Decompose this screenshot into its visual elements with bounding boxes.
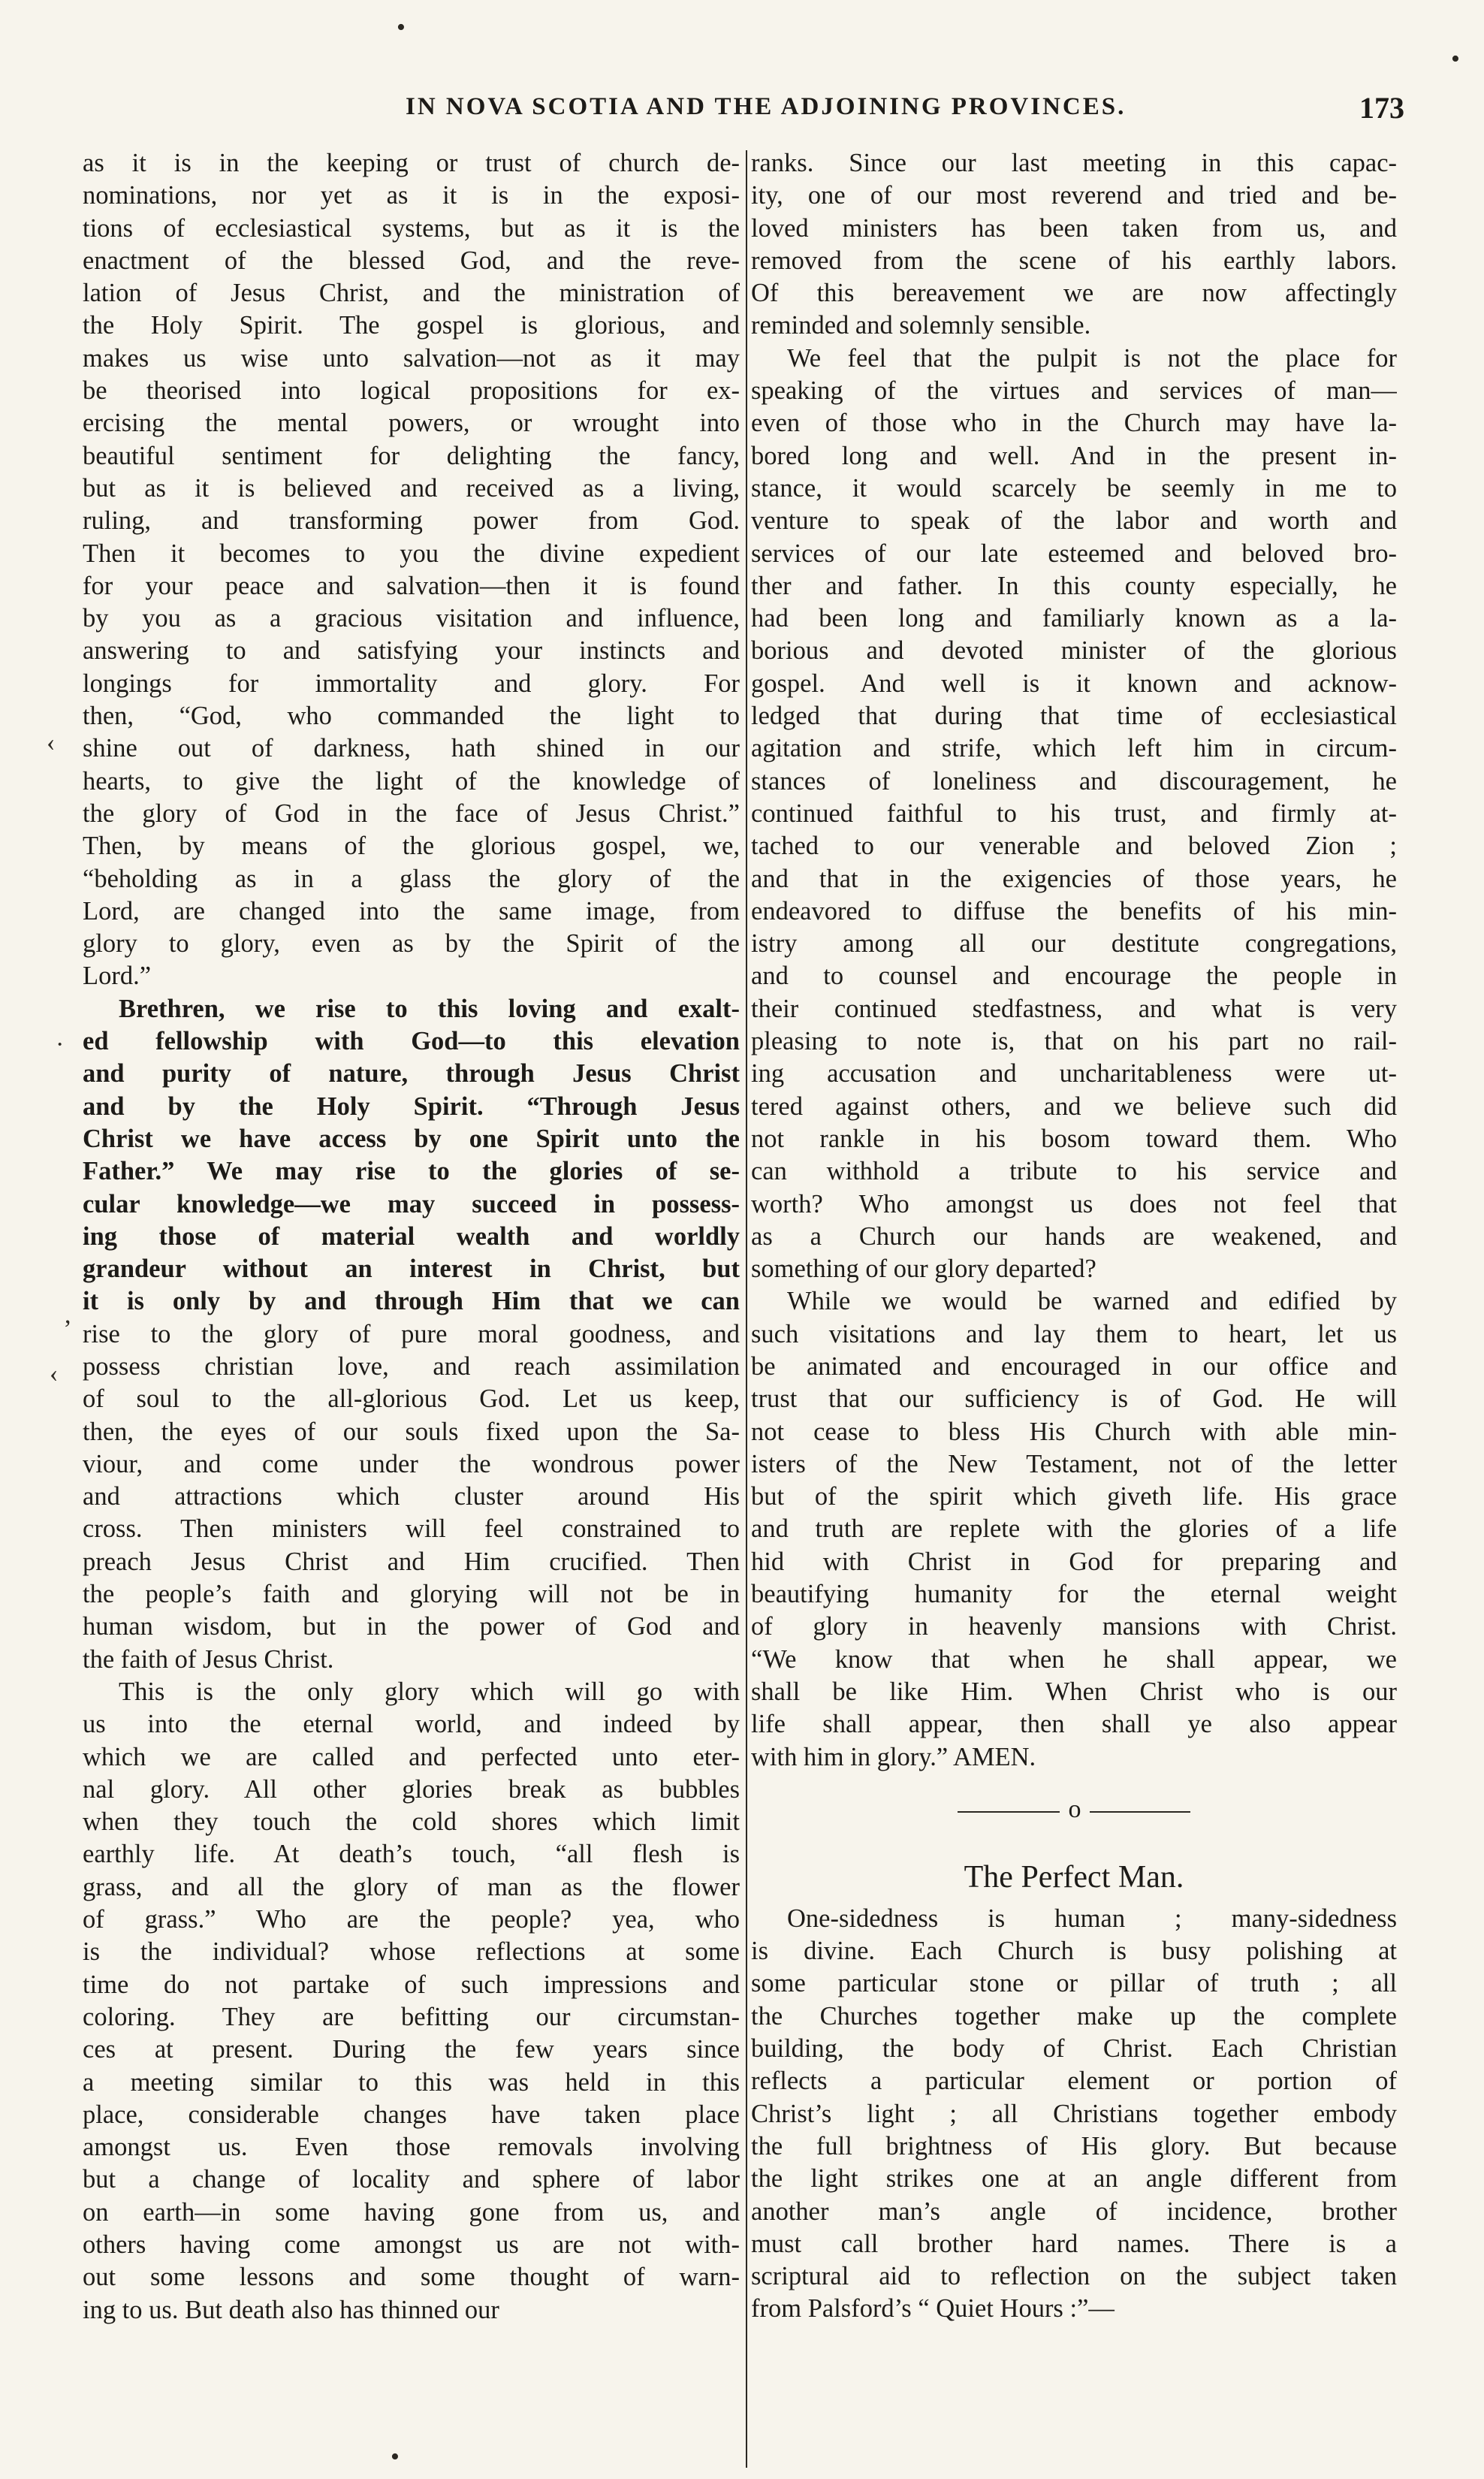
text-line: nominations, nor yet as it is in the exposi- — [83, 181, 740, 210]
text-line: a meeting similar to this was held in this — [83, 2067, 740, 2097]
text-line: another man’s angle of incidence, brother — [751, 2197, 1397, 2226]
text-line: borious and devoted minister of the glorious — [751, 636, 1397, 666]
text-line: and attractions which cluster around His — [83, 1482, 740, 1511]
text-line: not cease to bless His Church with able min- — [751, 1417, 1397, 1446]
text-line: shall be like Him. When Christ who is our — [751, 1677, 1397, 1706]
text-line: isters of the New Testament, not of the letter — [751, 1449, 1397, 1478]
text-line: others having come amongst us are not with- — [83, 2230, 740, 2259]
column-divider — [746, 150, 747, 2468]
text-line: Brethren, we rise to this loving and exalt- — [119, 994, 740, 1023]
text-line: “beholding as in a glass the glory of the — [83, 864, 740, 893]
text-line: One-sidedness is human ; many-sidedness — [787, 1904, 1397, 1933]
section-title: The Perfect Man. — [964, 1859, 1184, 1895]
text-line: be theorised into logical propositions for ex- — [83, 376, 740, 406]
text-line: reflects a particular element or portion of — [751, 2067, 1397, 2096]
text-line: agitation and strife, which left him in circum- — [751, 734, 1397, 763]
text-line: ces at present. During the few years since — [83, 2035, 740, 2064]
text-line: cular knowledge—we may succeed in possess- — [83, 1189, 740, 1218]
right-column-text-top — [751, 147, 1397, 1774]
text-line: as a Church our hands are weakened, and — [751, 1221, 1397, 1251]
text-line: but of the spirit which giveth life. His grace — [751, 1482, 1397, 1511]
ink-speck: ‹ — [50, 1360, 59, 1387]
ink-speck: · — [56, 1031, 65, 1058]
text-line: endeavored to diffuse the benefits of his min- — [751, 896, 1397, 925]
text-line: hearts, to give the light of the knowledge of — [83, 766, 740, 796]
separator-mark: o — [1060, 1793, 1090, 1825]
text-line: Of this bereavement we are now affectingly — [751, 279, 1397, 308]
text-line: then, the eyes of our souls fixed upon the Sa- — [83, 1417, 740, 1446]
text-line: even of those who in the Church may have la- — [751, 409, 1397, 438]
left-column — [83, 147, 740, 2327]
text-line: and purity of nature, through Jesus Christ — [83, 1059, 740, 1089]
text-line: preach Jesus Christ and Him crucified. Then — [83, 1547, 740, 1576]
text-line: tached to our venerable and beloved Zion ; — [751, 832, 1397, 861]
text-line: beautifying humanity for the eternal weight — [751, 1580, 1397, 1609]
text-line: shine out of darkness, hath shined in our — [83, 734, 740, 763]
text-line: cross. Then ministers will feel constrained to — [83, 1514, 740, 1544]
text-line: viour, and come under the wondrous power — [83, 1449, 740, 1478]
text-line: services of our late esteemed and beloved bro- — [751, 539, 1397, 568]
text-line: While we would be warned and edified by — [787, 1287, 1397, 1316]
text-line: had been long and familiarly known as a la- — [751, 604, 1397, 633]
text-line: place, considerable changes have taken place — [83, 2100, 740, 2129]
text-line: Then, by means of the glorious gospel, we, — [83, 832, 740, 861]
text-line: continued faithful to his trust, and firmly at- — [751, 799, 1397, 828]
page-number: 173 — [1359, 91, 1404, 125]
text-line: the light strikes one at an angle different from — [751, 2164, 1397, 2194]
text-line: us into the eternal world, and indeed by — [83, 1710, 740, 1739]
text-line: but as it is believed and received as a living, — [83, 473, 740, 503]
text-line: with him in glory.” AMEN. — [751, 1742, 1036, 1771]
text-line: rise to the glory of pure moral goodness, and — [83, 1319, 740, 1348]
text-line: ranks. Since our last meeting in this capac- — [751, 149, 1397, 177]
text-line: from Palsford’s “ Quiet Hours :”— — [751, 2294, 1115, 2323]
text-line: their continued stedfastness, and what is very — [751, 994, 1397, 1023]
text-line: building, the body of Christ. Each Christian — [751, 2034, 1397, 2064]
text-line: Lord.” — [83, 962, 152, 991]
text-line: some particular stone or pillar of truth ; all — [751, 1969, 1397, 1998]
page-header — [0, 93, 1484, 138]
text-line: ercising the mental powers, or wrought into — [83, 409, 740, 438]
ink-speck: ‹ — [47, 729, 56, 756]
text-line: hid with Christ in God for preparing and — [751, 1547, 1397, 1576]
text-line: scriptural aid to reflection on the subject taken — [751, 2262, 1397, 2291]
ink-speck: • — [397, 14, 406, 41]
text-line: the glory of God in the face of Jesus Christ.” — [83, 799, 740, 828]
text-line: stances of loneliness and discouragement, he — [751, 766, 1397, 796]
text-line: We feel that the pulpit is not the place for — [787, 343, 1397, 373]
text-line: out some lessons and some thought of warn- — [83, 2263, 740, 2292]
text-line: worth? Who amongst us does not feel that — [751, 1189, 1397, 1218]
text-line: something of our glory departed? — [751, 1255, 1096, 1284]
text-line: is divine. Each Church is busy polishing at — [751, 1937, 1397, 1966]
text-line: grass, and all the glory of man as the flower — [83, 1872, 740, 1901]
text-line: of glory in heavenly mansions with Christ. — [751, 1612, 1397, 1641]
text-line: venture to speak of the labor and worth and — [751, 506, 1397, 536]
text-line: on earth—in some having gone from us, and — [83, 2197, 740, 2227]
text-line: tions of ecclesiastical systems, but as it is the — [83, 213, 740, 243]
text-line: such visitations and lay them to heart, let us — [751, 1319, 1397, 1348]
text-line: makes us wise unto salvation—not as it may — [83, 343, 740, 373]
text-line: Then it becomes to you the divine expedient — [83, 539, 740, 568]
text-line: trust that our sufficiency is of God. He will — [751, 1384, 1397, 1414]
text-line: loved ministers has been taken from us, and — [751, 213, 1397, 243]
text-line: Christ we have access by one Spirit unto the — [83, 1124, 740, 1153]
ink-speck: , — [65, 1301, 71, 1329]
text-line: bored long and well. And in the present in- — [751, 441, 1397, 470]
text-line: nal glory. All other glories break as bubbles — [83, 1774, 740, 1804]
text-line: by you as a gracious visitation and influence, — [83, 604, 740, 633]
text-line: removed from the scene of his earthly labors. — [751, 246, 1397, 275]
text-line: pleasing to note is, that on his part no rail- — [751, 1027, 1397, 1056]
text-line: speaking of the virtues and services of man— — [751, 376, 1397, 406]
text-line: Father.” We may rise to the glories of se- — [83, 1157, 740, 1186]
text-line: istry among all our destitute congregations, — [751, 929, 1397, 959]
text-line: it is only by and through Him that we can — [83, 1287, 740, 1316]
text-line: the faith of Jesus Christ. — [83, 1644, 334, 1674]
text-line: the Holy Spirit. The gospel is glorious, and — [83, 311, 740, 340]
text-line: and to counsel and encourage the people in — [751, 962, 1397, 991]
ink-speck: • — [1451, 45, 1460, 73]
text-line: ing those of material wealth and worldly — [83, 1221, 740, 1251]
text-line: This is the only glory which will go with — [119, 1677, 740, 1706]
text-line: ing accusation and uncharitableness were ut- — [751, 1059, 1397, 1089]
text-line: and truth are replete with the glories of a life — [751, 1514, 1397, 1544]
text-line: amongst us. Even those removals involving — [83, 2133, 740, 2162]
text-line: for your peace and salvation—then it is found — [83, 571, 740, 600]
text-line: must call brother hard names. There is a — [751, 2229, 1397, 2258]
text-line: coloring. They are befitting our circumstan- — [83, 2002, 740, 2031]
text-line: stance, it would scarcely be seemly in me to — [751, 473, 1397, 503]
text-line: answering to and satisfying your instincts and — [83, 636, 740, 666]
right-column-text-bottom — [751, 1903, 1397, 2326]
text-line: then, “God, who commanded the light to — [83, 702, 740, 731]
text-line: when they touch the cold shores which limit — [83, 1807, 740, 1837]
text-line: and that in the exigencies of those years, he — [751, 864, 1397, 893]
text-line: gospel. And well is it known and acknow- — [751, 669, 1397, 698]
text-line: ed fellowship with God—to this elevation — [83, 1027, 740, 1056]
section-separator — [751, 1774, 1397, 1852]
text-line: is the individual? whose reflections at some — [83, 1937, 740, 1967]
text-line: of grass.” Who are the people? yea, who — [83, 1905, 740, 1934]
text-line: Lord, are changed into the same image, from — [83, 896, 740, 925]
text-line: ity, one of our most reverend and tried and be- — [751, 181, 1397, 210]
text-line: Christ’s light ; all Christians together embody — [751, 2099, 1397, 2128]
text-line: the people’s faith and glorying will not be in — [83, 1580, 740, 1609]
text-line: which we are called and perfected unto eter- — [83, 1742, 740, 1771]
text-line: longings for immortality and glory. For — [83, 669, 740, 698]
text-line: enactment of the blessed God, and the reve- — [83, 246, 740, 275]
text-line: ing to us. But death also has thinned our — [83, 2295, 499, 2324]
text-line: beautiful sentiment for delighting the fancy, — [83, 441, 740, 470]
right-column — [751, 147, 1397, 2326]
text-line: earthly life. At death’s touch, “all flesh is — [83, 1840, 740, 1869]
text-line: can withhold a tribute to his service and — [751, 1157, 1397, 1186]
text-line: ruling, and transforming power from God. — [83, 506, 740, 536]
text-line: time do not partake of such impressions and — [83, 1970, 740, 1999]
text-line: grandeur without an interest in Christ, but — [83, 1255, 740, 1284]
text-line: of soul to the all-glorious God. Let us keep, — [83, 1384, 740, 1414]
text-line: possess christian love, and reach assimilation — [83, 1351, 740, 1381]
text-line: ther and father. In this county especially, he — [751, 571, 1397, 600]
text-line: glory to glory, even as by the Spirit of the — [83, 929, 740, 959]
text-line: the full brightness of His glory. But because — [751, 2131, 1397, 2160]
text-line: and by the Holy Spirit. “Through Jesus — [83, 1092, 740, 1121]
text-line: be animated and encouraged in our office and — [751, 1351, 1397, 1381]
running-title: IN NOVA SCOTIA AND THE ADJOINING PROVINCES. — [406, 93, 1127, 120]
text-line: human wisdom, but in the power of God and — [83, 1612, 740, 1641]
text-line: “We know that when he shall appear, we — [751, 1644, 1397, 1674]
text-line: life shall appear, then shall ye also appear — [751, 1710, 1397, 1739]
text-line: lation of Jesus Christ, and the ministration of — [83, 279, 740, 308]
text-line: not rankle in his bosom toward them. Who — [751, 1124, 1397, 1153]
text-line: tered against others, and we believe such did — [751, 1092, 1397, 1121]
text-line: but a change of locality and sphere of labor — [83, 2165, 740, 2194]
text-line: ledged that during that time of ecclesiastical — [751, 702, 1397, 731]
text-line: as it is in the keeping or trust of church de- — [83, 149, 740, 177]
ink-speck: • — [391, 2443, 400, 2471]
text-line: reminded and solemnly sensible. — [751, 311, 1091, 340]
text-line: the Churches together make up the complete — [751, 2001, 1397, 2031]
